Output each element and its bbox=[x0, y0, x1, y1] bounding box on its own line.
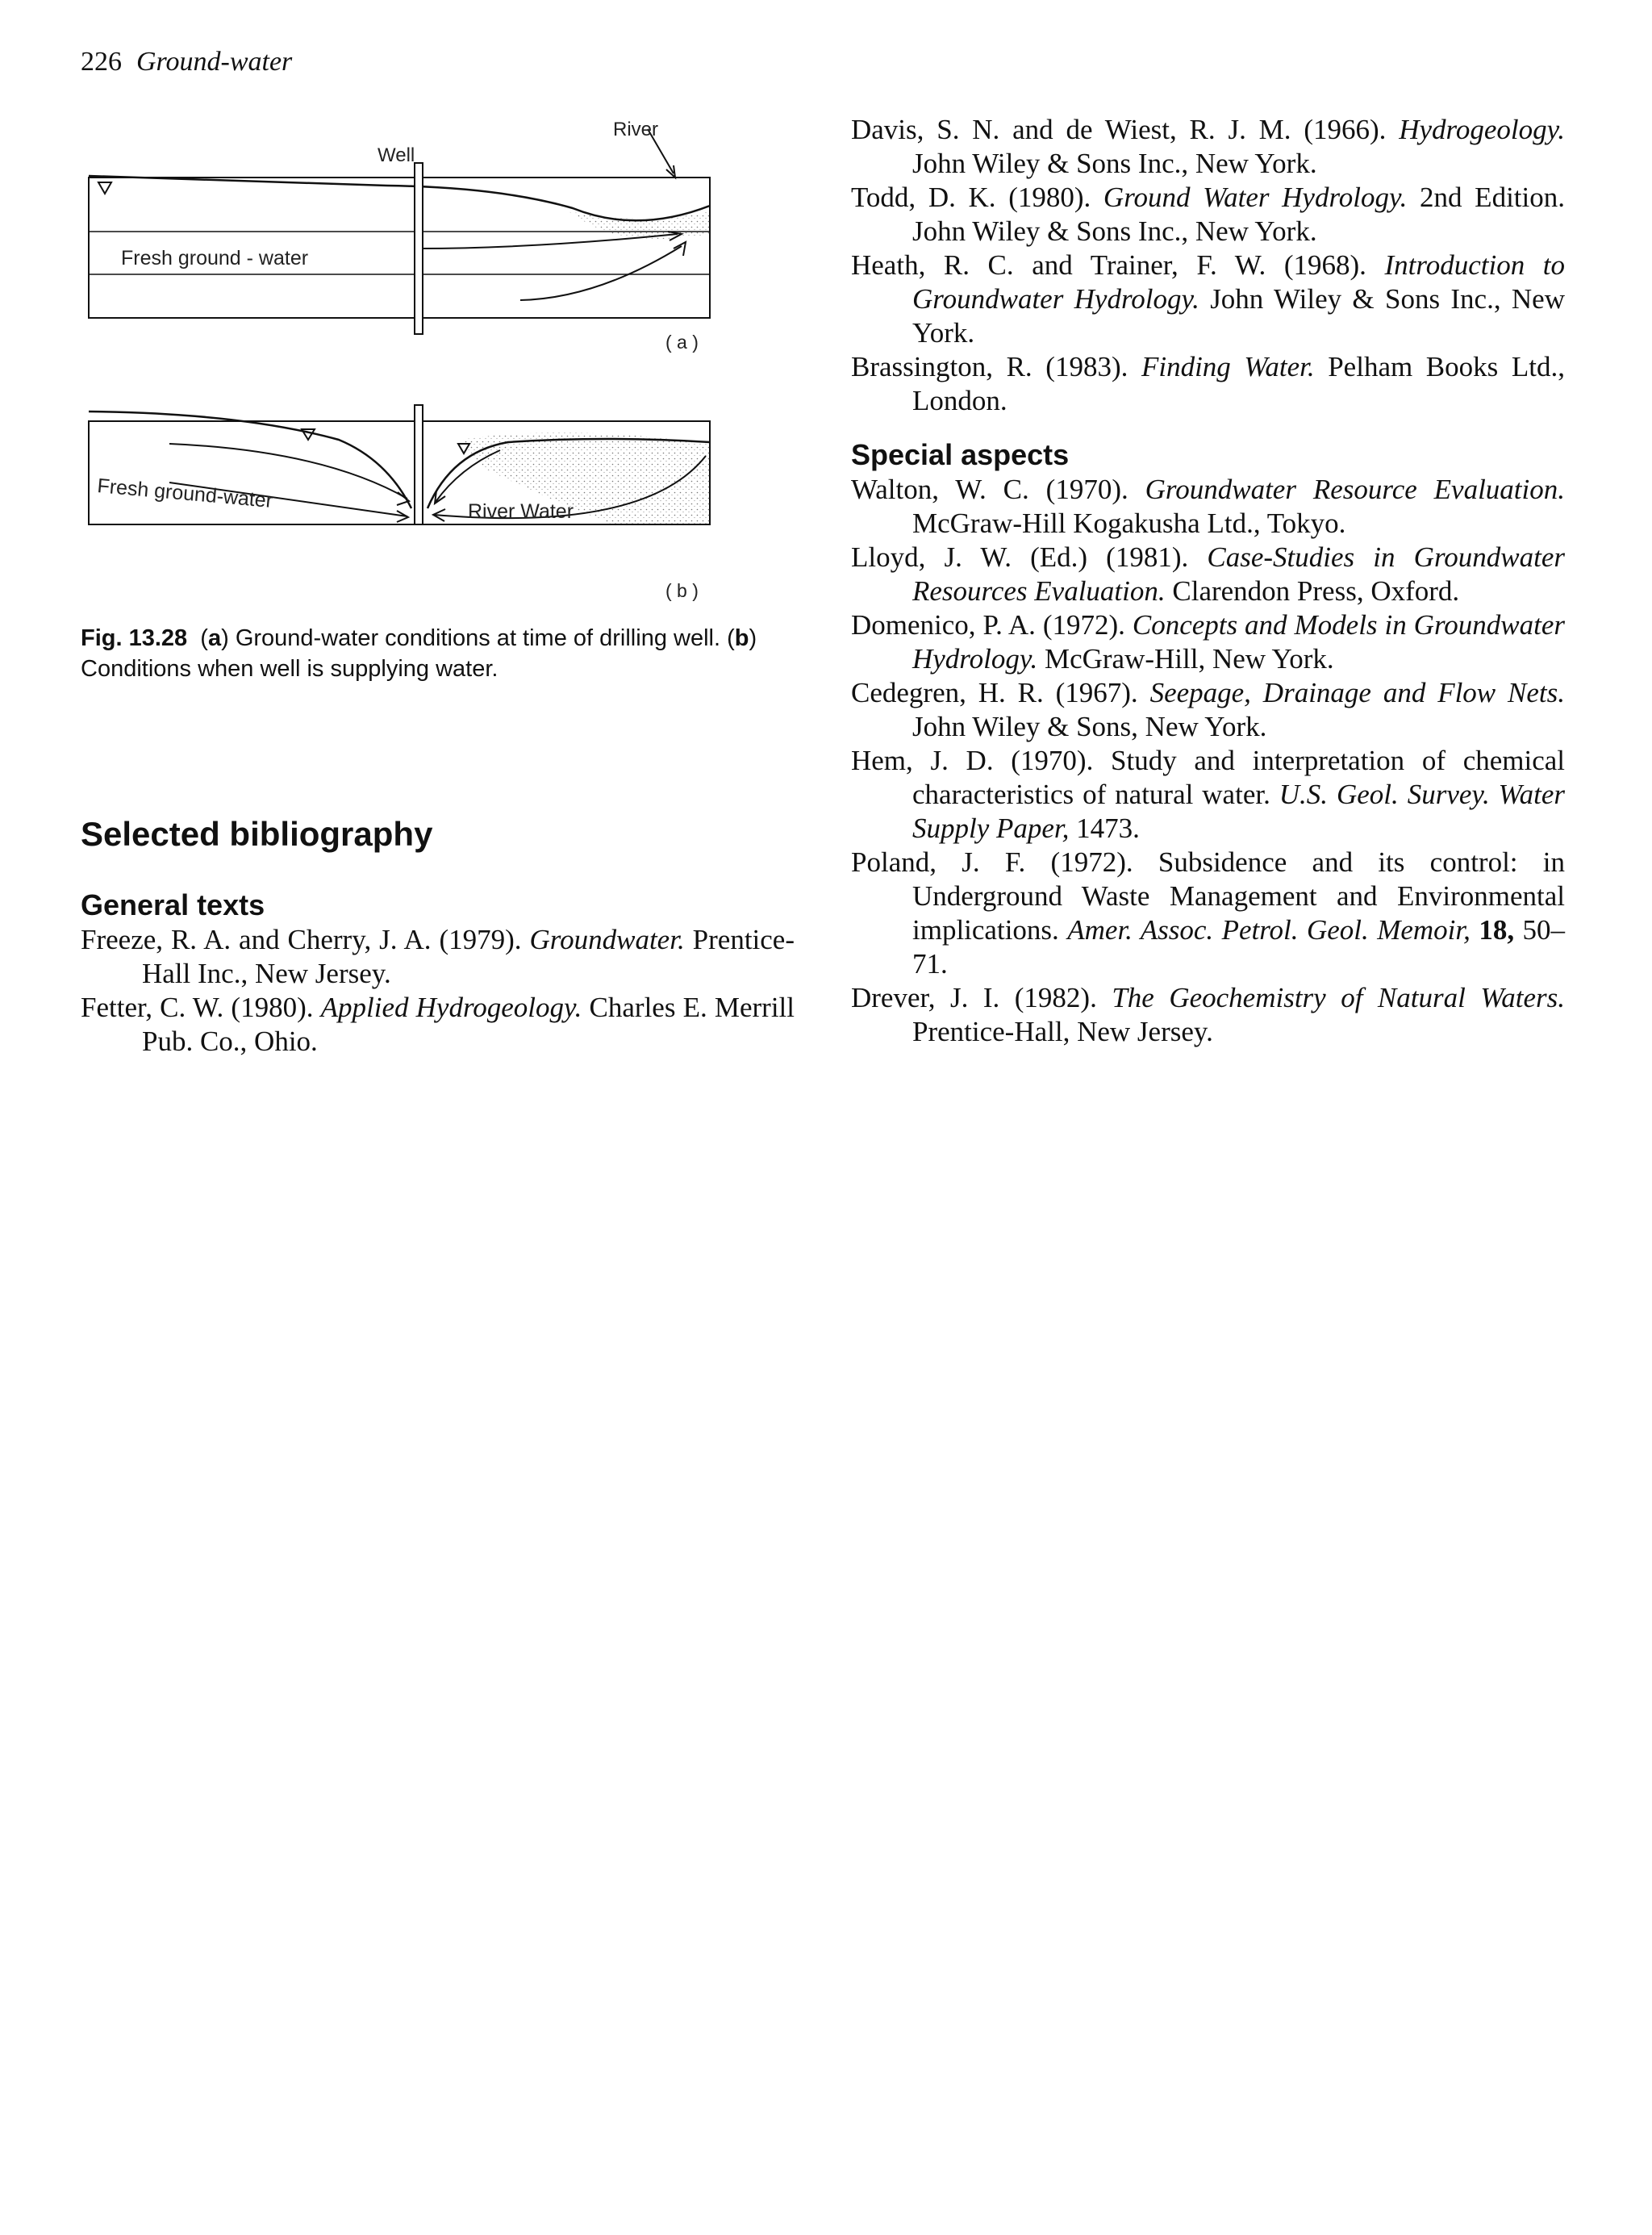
label-well: Well bbox=[378, 144, 415, 166]
water-table-marker-a bbox=[98, 182, 111, 194]
flow-arrow-a2 bbox=[520, 246, 682, 300]
label-river: River bbox=[613, 119, 659, 140]
reference-entry: Walton, W. C. (1970). Groundwater Resource Evaluation. McGraw-Hill Kogakusha Ltd., Tokyo. bbox=[851, 474, 1565, 539]
running-title: Ground-water bbox=[136, 47, 293, 77]
caption-text-a: Ground-water conditions at time of drilling well. bbox=[235, 625, 721, 651]
reference-entry: Brassington, R. (1983). Finding Water. Pelham Books Ltd., London. bbox=[851, 351, 1565, 416]
label-panel-a: ( a ) bbox=[665, 332, 699, 353]
reference-entry: Drever, J. I. (1982). The Geochemistry of Natural Waters. Prentice-Hall, New Jersey. bbox=[851, 982, 1566, 1047]
page-number: 226 bbox=[81, 47, 122, 77]
running-head bbox=[81, 47, 292, 77]
river-sediment-a bbox=[569, 211, 710, 239]
well-a bbox=[415, 163, 423, 334]
panel-b bbox=[89, 411, 710, 524]
reference-entry: Hem, J. D. (1970). Study and interpretation of chemical characteristics of natural water. U.S. Geol. Survey. Water Supply Paper, 1473. bbox=[851, 745, 1565, 844]
label-fresh-groundwater-b: Fresh ground-water bbox=[96, 474, 274, 512]
caption-tag-a: a bbox=[207, 625, 222, 651]
groundwater-diagram bbox=[81, 113, 807, 613]
reference-entry: Davis, S. N. and de Wiest, R. J. M. (1966). Hydrogeology. John Wiley & Sons Inc., New York. bbox=[851, 114, 1565, 179]
flow-arrowhead-a2 bbox=[674, 242, 686, 256]
caption-tag-b: b bbox=[734, 625, 749, 651]
bibliography-left-column bbox=[81, 888, 795, 1059]
water-table-a bbox=[89, 176, 710, 220]
special-aspects-heading: Special aspects bbox=[851, 438, 1070, 471]
bibliography-heading: Selected bibliography bbox=[81, 815, 433, 853]
general-texts-heading: General texts bbox=[81, 888, 265, 921]
caption-text-b: Conditions when well is supplying water. bbox=[81, 656, 499, 682]
reference-entry: Lloyd, J. W. (Ed.) (1981). Case-Studies in Groundwater Resources Evaluation. Clarendon Press, Oxford. bbox=[851, 541, 1566, 607]
label-river-water: River Water bbox=[468, 500, 574, 523]
figure-caption: Fig. 13.28 (a) Ground-water conditions at time of drilling well. (b) Conditions when well is supplying water. bbox=[81, 625, 757, 682]
caption-figure-label: Fig. 13.28 bbox=[81, 625, 188, 651]
reference-entry: Heath, R. C. and Trainer, F. W. (1968). Introduction to Groundwater Hydrology. John Wiley & Sons Inc., New York. bbox=[851, 249, 1565, 349]
reference-entry: Domenico, P. A. (1972). Concepts and Models in Groundwater Hydrology. McGraw-Hill, New York. bbox=[851, 609, 1565, 675]
figure-13-28 bbox=[81, 113, 807, 613]
label-fresh-groundwater-a: Fresh ground - water bbox=[121, 247, 309, 269]
label-panel-b: ( b ) bbox=[665, 580, 699, 601]
reference-entry: Freeze, R. A. and Cherry, J. A. (1979). Groundwater. Prentice-Hall Inc., New Jersey. bbox=[81, 924, 795, 989]
reference-entry: Fetter, C. W. (1980). Applied Hydrogeology. Charles E. Merrill Pub. Co., Ohio. bbox=[81, 992, 795, 1057]
reference-entry: Cedegren, H. R. (1967). Seepage, Drainage and Flow Nets. John Wiley & Sons, New York. bbox=[851, 677, 1566, 742]
reference-entry: Todd, D. K. (1980). Ground Water Hydrology. 2nd Edition. John Wiley & Sons Inc., New York. bbox=[851, 182, 1565, 247]
reference-entry: Poland, J. F. (1972). Subsidence and its control: in Underground Waste Management and Environmental implications. Amer. Assoc. Petrol. Geol. Memoir, 18, 50–71. bbox=[851, 846, 1566, 980]
well-b bbox=[415, 405, 423, 524]
bibliography-right-column bbox=[851, 113, 1565, 1049]
